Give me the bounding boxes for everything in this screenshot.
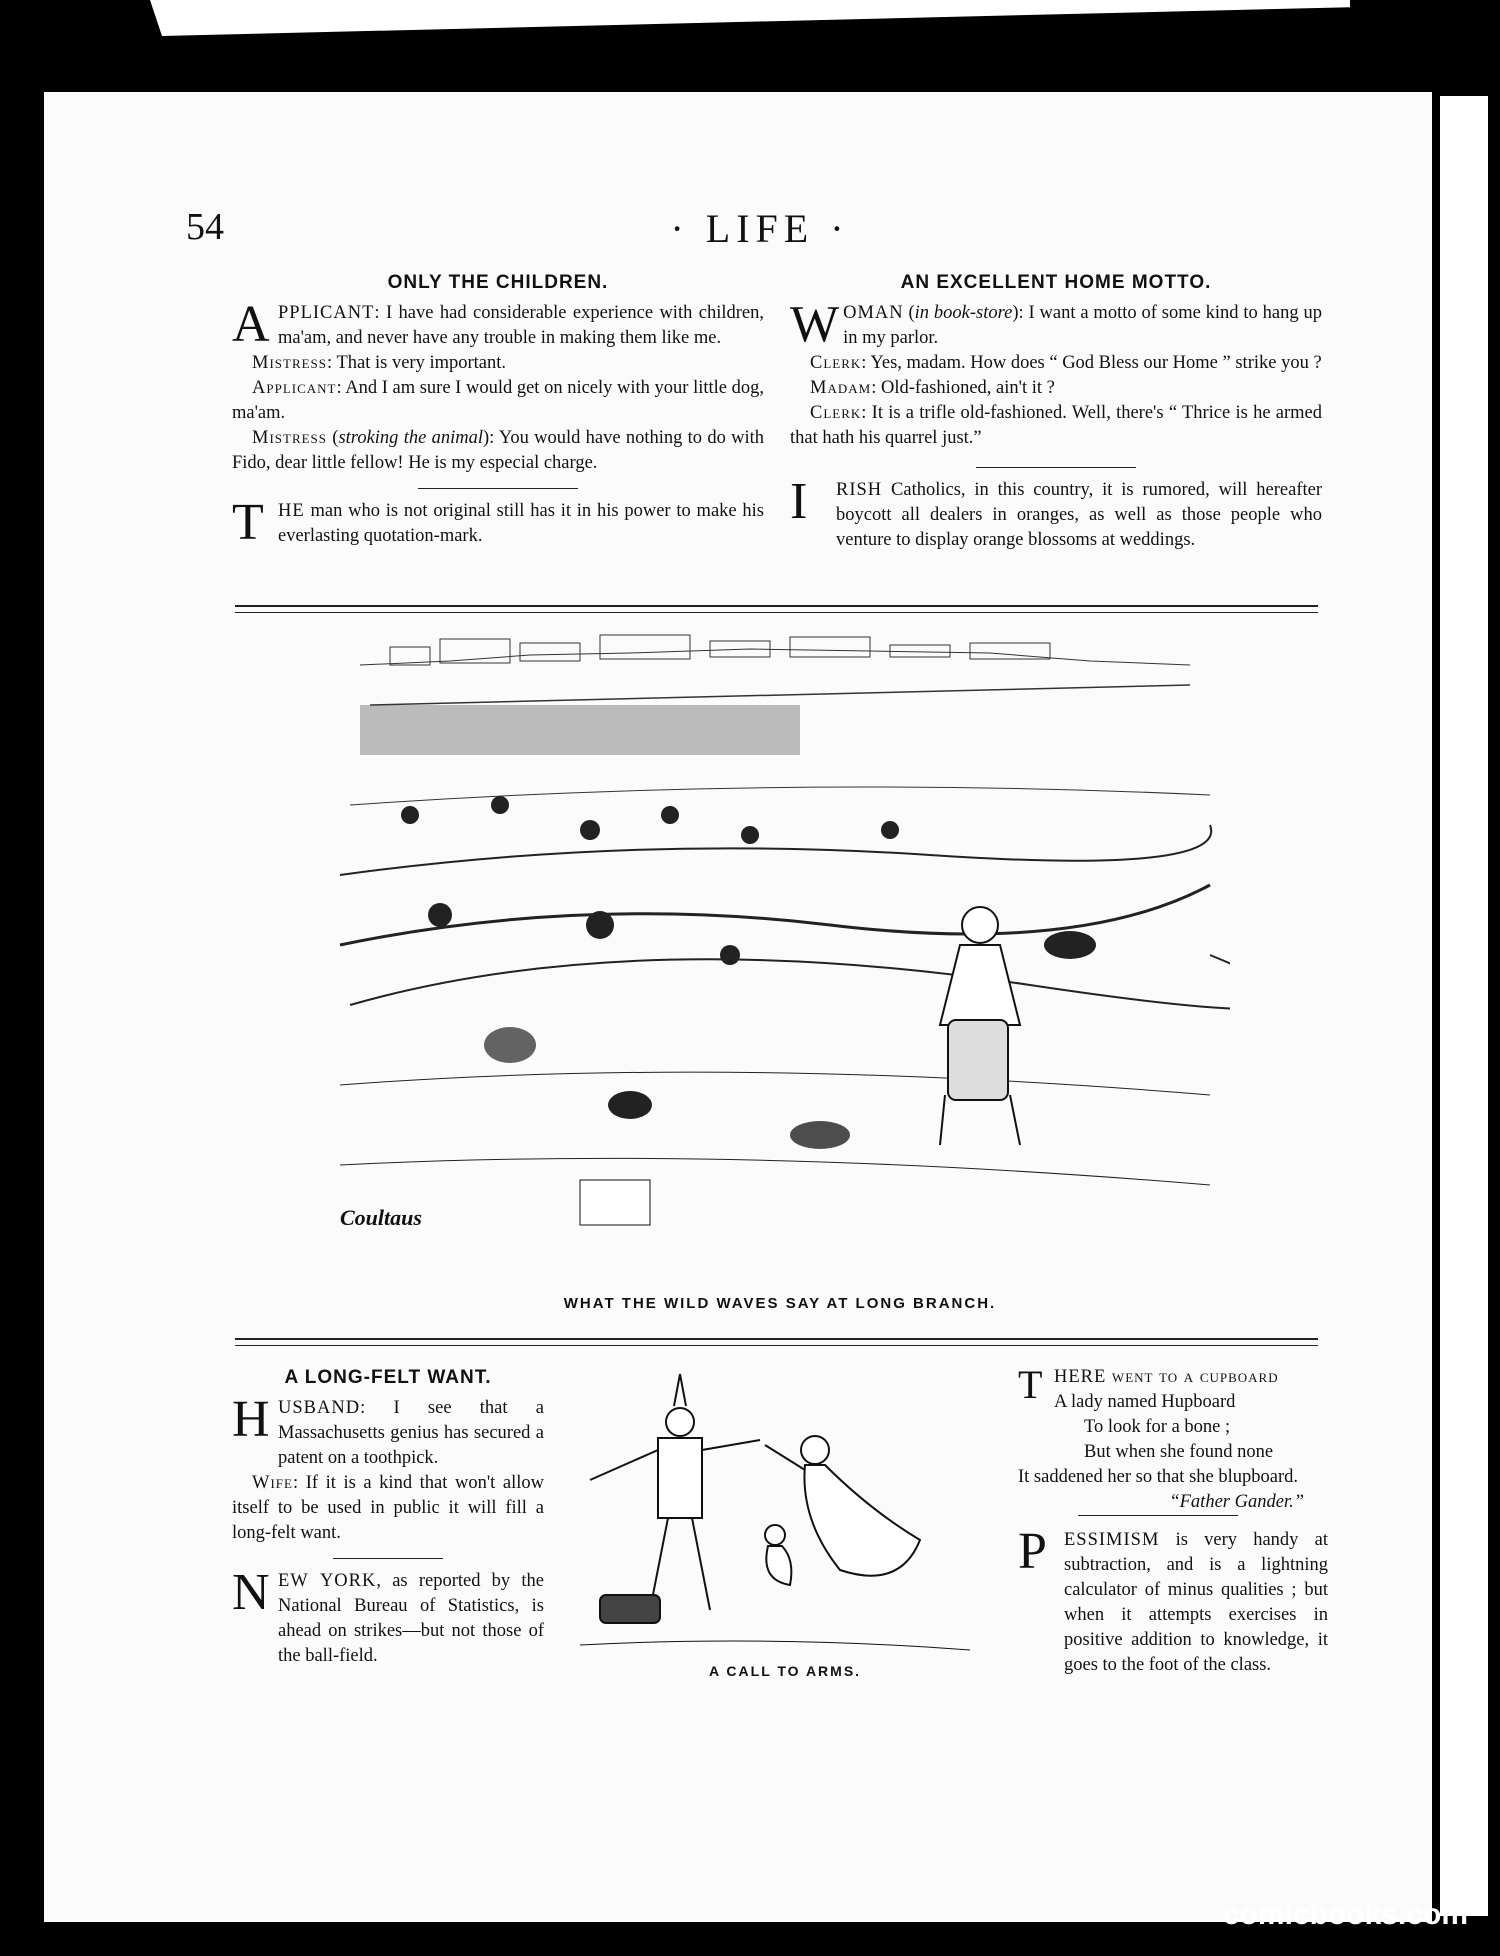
paragraph-text: , as reported by the National Bureau of Statistics, is ahead on strikes—but not those of the ball-field. bbox=[278, 1571, 544, 1666]
drop-cap: T bbox=[1018, 1362, 1043, 1407]
poem-line-text: HERE went to a cupboard bbox=[1054, 1367, 1279, 1387]
drop-cap: P bbox=[1018, 1523, 1047, 1580]
crowd-on-shore bbox=[360, 705, 800, 755]
drop-cap: I bbox=[790, 473, 808, 530]
paragraph-pessimism bbox=[1018, 1523, 1328, 1678]
divider bbox=[1078, 1515, 1238, 1516]
paragraph: Mistress (stroking the animal): You would have nothing to do with Fido, dear little fellow! He is my especial charge. bbox=[232, 428, 764, 473]
speaker: Wife bbox=[252, 1473, 293, 1493]
paragraph-text: Catholics, in this country, it is rumored, will hereafter boycott all dealers in oranges, as well as those people who venture to display orange blossoms at weddings. bbox=[836, 480, 1322, 550]
divider bbox=[976, 467, 1136, 468]
heading-only-the-children: ONLY THE CHILDREN. bbox=[387, 272, 609, 293]
speaker: Mistress bbox=[252, 353, 328, 373]
site-watermark: comicbooks.com bbox=[1222, 1898, 1468, 1931]
paragraph-new-york bbox=[232, 1564, 544, 1669]
poem-line: It saddened her so that she blupboard. bbox=[1018, 1467, 1298, 1487]
dialogue-text: : If it is a kind that won't allow itself to be used in public it will fill a long-felt want. bbox=[232, 1473, 544, 1543]
dialogue-text: : I have had considerable experience with children, ma'am, and never have any trouble in making them like me. bbox=[278, 303, 764, 348]
knapsack bbox=[600, 1595, 660, 1623]
paragraph bbox=[232, 296, 764, 353]
lead-caps: RISH bbox=[836, 480, 883, 500]
beach-illustration bbox=[330, 625, 1230, 1265]
speaker: Mistress bbox=[252, 428, 328, 448]
paragraph-irish bbox=[790, 473, 1322, 553]
paragraph-text: is very handy at subtraction, and is a lightning calculator of minus qualities ; but when it attempts exercises in positive addition to knowledge, it goes to the foot of the class. bbox=[1064, 1530, 1328, 1675]
floating-crate bbox=[580, 1180, 650, 1225]
drop-cap: W bbox=[790, 296, 840, 353]
dialogue-text: : It is a trifle old-fashioned. Well, there's “ Thrice is he armed that hath his quarrel just.” bbox=[790, 403, 1322, 448]
paragraph bbox=[790, 401, 1322, 451]
speaker: USBAND bbox=[278, 1398, 361, 1418]
article-pessimism bbox=[1018, 1523, 1328, 1678]
speaker: Clerk bbox=[810, 353, 862, 373]
double-rule bbox=[235, 1338, 1318, 1346]
dialogue-text: : You would have nothing to do with Fido, dear little fellow! He is my especial charge. bbox=[232, 428, 764, 473]
divider bbox=[418, 488, 578, 489]
drop-cap: A bbox=[232, 296, 270, 353]
call-to-arms-illustration bbox=[570, 1360, 990, 1660]
heading-home-motto: AN EXCELLENT HOME MOTTO. bbox=[900, 272, 1212, 293]
dialogue-text: : I see that a Massachusetts genius has secured a patent on a toothpick. bbox=[278, 1398, 544, 1468]
speaker: OMAN bbox=[843, 303, 904, 323]
artist-signature: Coultaus bbox=[340, 1205, 422, 1230]
dialogue-text: : That is very important. bbox=[327, 353, 507, 373]
drop-cap: H bbox=[232, 1391, 270, 1448]
waves bbox=[340, 825, 1230, 1185]
dialogue-text: : I want a motto of some kind to hang up in my parlor. bbox=[843, 303, 1322, 348]
illustration-caption: WHAT THE WILD WAVES SAY AT LONG BRANCH. bbox=[563, 1295, 997, 1312]
scan-edge-right bbox=[1440, 96, 1488, 1916]
paragraph bbox=[232, 1471, 544, 1546]
poem-signature: “Father Gander.” bbox=[1169, 1492, 1304, 1512]
paragraph-text: man who is not original still has it in his power to make his everlasting quotation-mark. bbox=[278, 501, 764, 546]
double-rule bbox=[235, 605, 1318, 613]
drop-cap: T bbox=[232, 494, 264, 551]
speaker: Madam bbox=[810, 378, 872, 398]
stage-direction: stroking the animal bbox=[338, 428, 483, 448]
stage-direction: in book-store bbox=[914, 303, 1013, 323]
dialogue-text: : Old-fashioned, ain't it ? bbox=[871, 378, 1055, 398]
paragraph bbox=[232, 1391, 544, 1471]
poem-line: To look for a bone ; bbox=[1084, 1417, 1231, 1437]
article-only-the-children bbox=[232, 270, 764, 549]
lead-caps: ESSIMISM bbox=[1064, 1530, 1160, 1550]
paragraph: WOMAN (in book-store): I want a motto of some kind to hang up in my parlor. bbox=[790, 296, 1322, 353]
article-long-felt-want bbox=[232, 1365, 544, 1669]
speaker: Clerk bbox=[810, 403, 862, 423]
paragraph bbox=[232, 376, 764, 426]
page-number: 54 bbox=[186, 206, 224, 248]
speaker: Applicant bbox=[252, 378, 337, 398]
paragraph-original bbox=[232, 494, 764, 551]
woman-with-barrel bbox=[940, 907, 1020, 1145]
dialogue-text: : And I am sure I would get on nicely with your little dog, ma'am. bbox=[232, 378, 764, 423]
soldier bbox=[590, 1374, 760, 1610]
poem-line: A lady named Hupboard bbox=[1054, 1392, 1236, 1412]
article-home-motto bbox=[790, 270, 1322, 553]
heading-long-felt-want: A LONG-FELT WANT. bbox=[284, 1367, 492, 1388]
lead-caps: EW YORK bbox=[278, 1571, 377, 1591]
poem-line: But when she found none bbox=[1084, 1442, 1274, 1462]
child-running bbox=[765, 1525, 791, 1585]
small-illustration-caption: A CALL TO ARMS. bbox=[708, 1663, 862, 1679]
scan-edge-top bbox=[150, 0, 1350, 36]
poem-hupboard bbox=[1018, 1362, 1328, 1515]
lead-caps: HE bbox=[278, 501, 305, 521]
divider bbox=[333, 1558, 443, 1559]
paragraph bbox=[232, 351, 764, 376]
drop-cap: N bbox=[232, 1564, 270, 1621]
magazine-title: · LIFE · bbox=[670, 206, 850, 251]
paragraph bbox=[790, 351, 1322, 376]
paragraph bbox=[790, 376, 1322, 401]
speaker: PPLICANT bbox=[278, 303, 375, 323]
dialogue-text: : Yes, madam. How does “ God Bless our Home ” strike you ? bbox=[861, 353, 1322, 373]
